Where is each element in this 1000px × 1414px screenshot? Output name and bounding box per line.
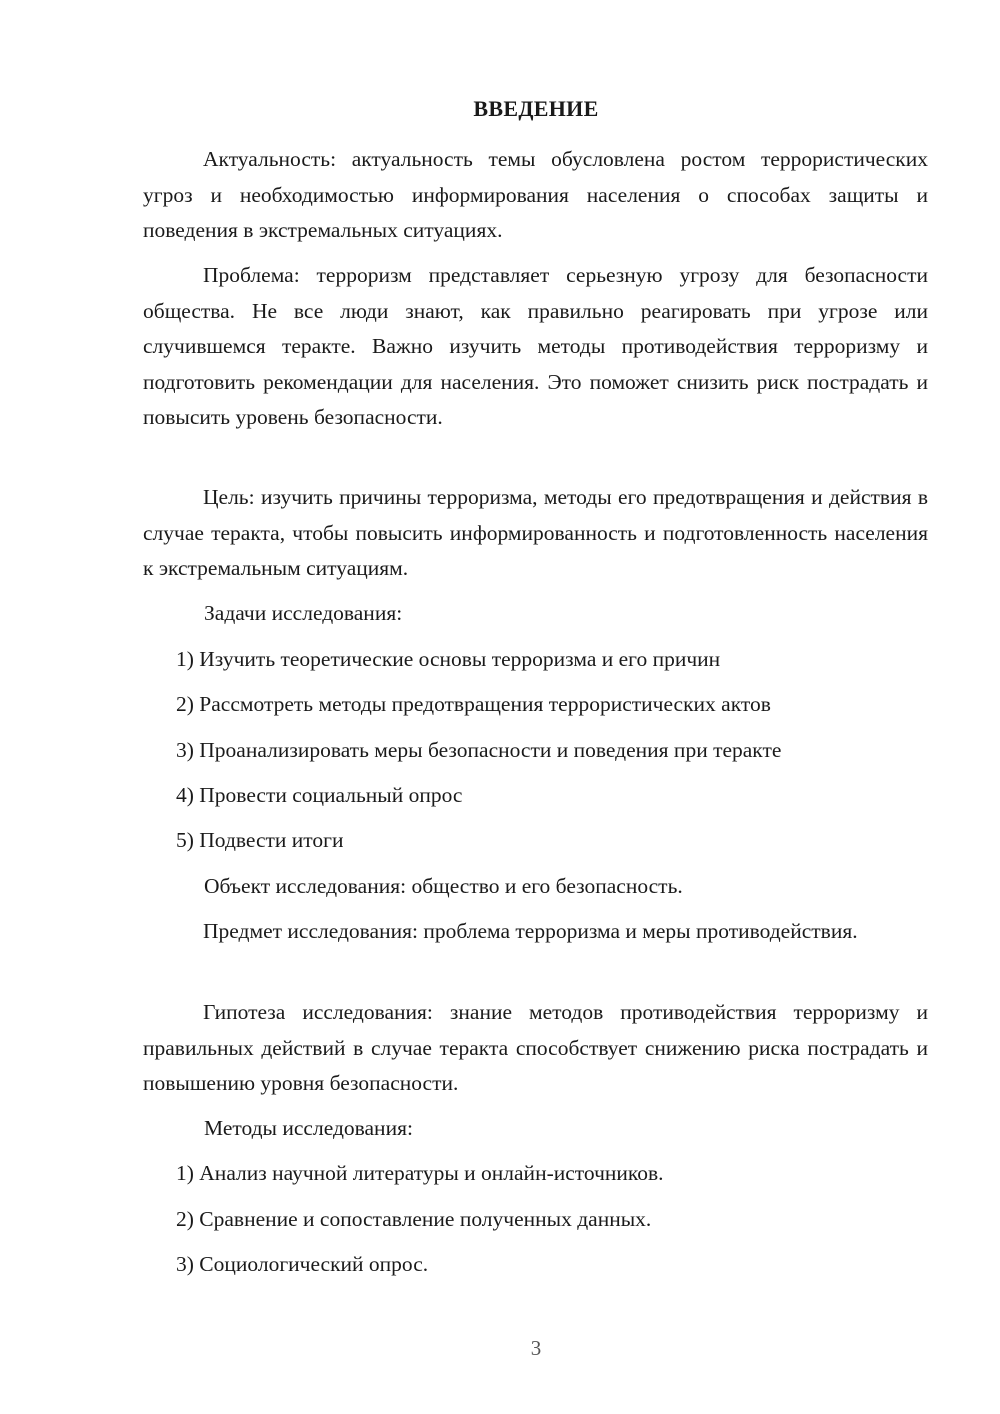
task-item-3: 3) Проанализировать меры безопасности и поведения при теракте [176,738,782,762]
tasks-heading: Задачи исследования: [204,601,403,625]
task-item-5: 5) Подвести итоги [176,828,344,852]
method-item-3: 3) Социологический опрос. [176,1252,429,1276]
task-item-1: 1) Изучить теоретические основы терроризма и его причин [176,647,721,671]
methods-heading: Методы исследования: [204,1116,413,1140]
method-item-2: 2) Сравнение и сопоставление полученных данных. [176,1207,652,1231]
problem-paragraph: Проблема: терроризм представляет серьезную угрозу для безопасности общества. Не все люди знают, как правильно реагировать при угрозе или случившемся теракте. Важно изучить методы противодействия терроризму и подготовить рекомендации для населения. Это поможет снизить риск пострадать и повысить уровень безопасности. [143,263,928,429]
method-item-1: 1) Анализ научной литературы и онлайн-источников. [176,1161,664,1185]
page-number: 3 [530,1336,542,1360]
relevance-paragraph: Актуальность: актуальность темы обусловлена ростом террористических угроз и необходимостью информирования населения о способах защиты и поведения в экстремальных ситуациях. [143,147,928,242]
page-title: ВВЕДЕНИЕ [473,96,599,121]
task-item-2: 2) Рассмотреть методы предотвращения террористических актов [176,692,771,716]
goal-paragraph: Цель: изучить причины терроризма, методы его предотвращения и действия в случае теракта, чтобы повысить информированность и подготовленность населения к экстремальным ситуациям. [143,485,928,580]
hypothesis-paragraph: Гипотеза исследования: знание методов противодействия терроризму и правильных действий в случае теракта способствует снижению риска пострадать и повышению уровня безопасности. [143,1000,928,1095]
task-item-4: 4) Провести социальный опрос [176,783,463,807]
subject-paragraph: Предмет исследования: проблема терроризма и меры противодействия. [203,919,858,943]
object-paragraph: Объект исследования: общество и его безопасность. [204,874,683,898]
